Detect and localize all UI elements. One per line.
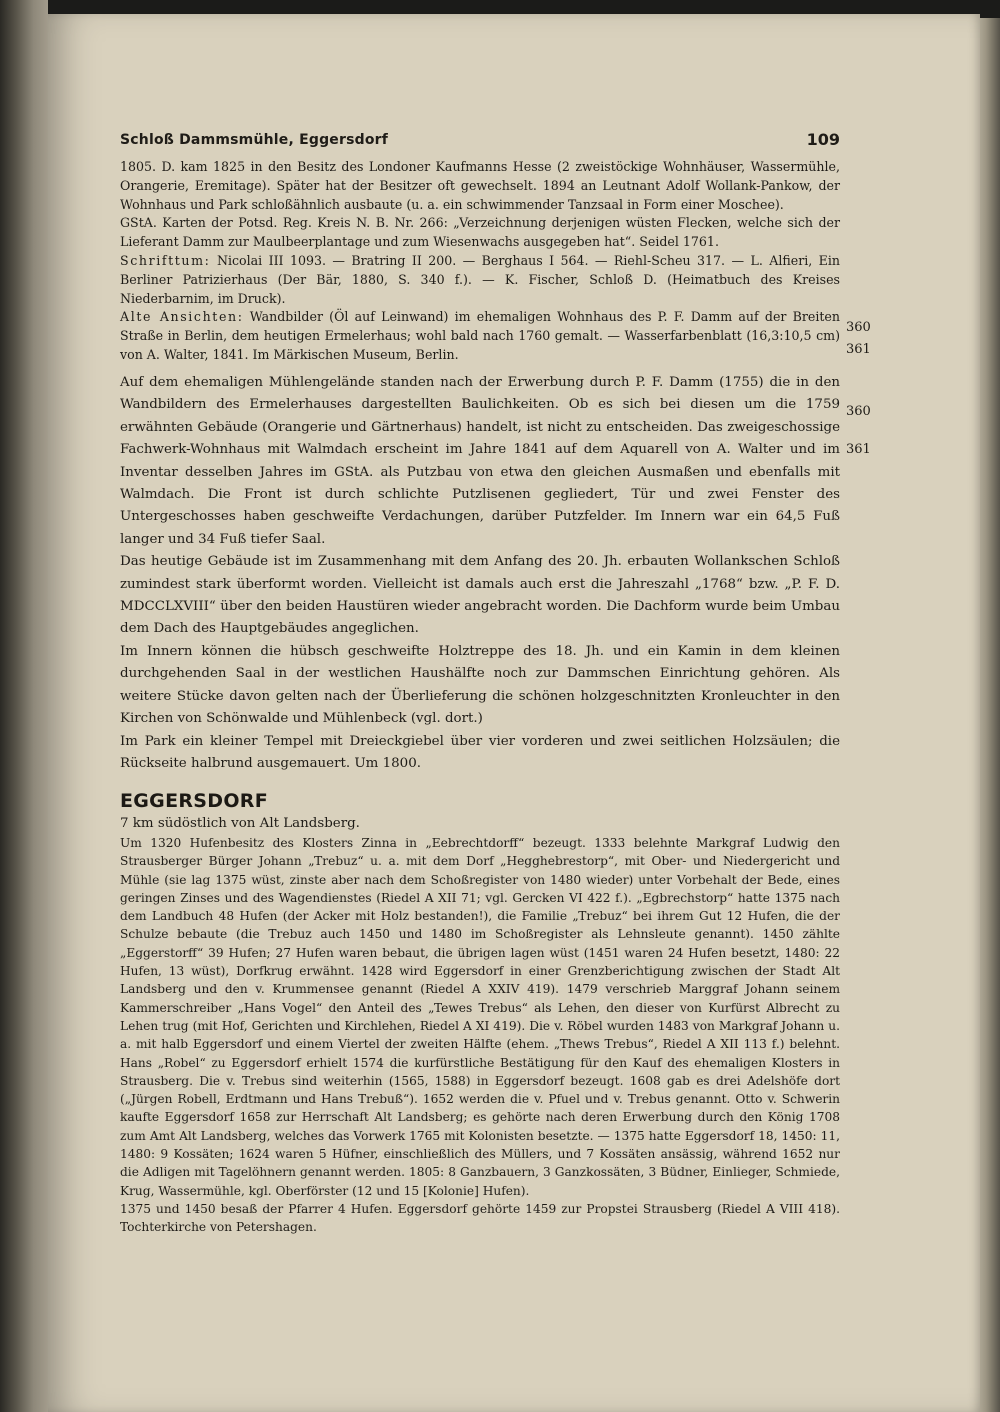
literature-text: Nicolai III 1093. — Bratring II 200. — Berghaus I 564. — Riehl-Scheu 317. — L. Alfieri, Ein Berliner Patrizierhaus (Der Bär, 1880, S. 340 f.). — K. Fischer, Schloß D. (Heimatbuch des Kreises Niederbarnim, im Druck). (120, 252, 840, 306)
old-views-paragraph (120, 308, 840, 364)
history-paragraph: Um 1320 Hufenbesitz des Klosters Zinna in „Eebrechtdorff“ bezeugt. 1333 belehnte Markgraf Ludwig den Strausberger Bürger Johann „Trebuz“ u. a. mit dem Dorf „Hegghebrestorp“, mit Ober- und Niedergericht und Mühle (sie lag 1375 wüst, zinste aber nach dem Schoßregister von 1480 wieder) unter Vorbehalt der Bede, eines geringen Zinses und des Wagendienstes (Riedel A XII 71; vgl. Gercken VI 422 f.). „Egbrechstorp“ hatte 1375 nach dem Landbuch 48 Hufen (der Acker mit Holz bestanden!), die Familie „Trebuz“ bei ihrem Gut 12 Hufen, die der Schulze bebaute (die Trebuz auch 1450 und 1480 im Schoßregister als Lehnsleute genannt). 1450 zählte „Eggerstorff“ 39 Hufen; 27 Hufen waren bebaut, die übrigen lagen wüst (1451 waren 24 Hufen besetzt, 1480: 22 Hufen, 13 wüst), Dorfkrug erwähnt. 1428 wird Eggersdorf in einer Grenzberichtigung zwischen der Stadt Alt Landsberg und den v. Krummensee genannt (Riedel A XXIV 419). 1479 verschrieb Marggraf Johann seinem Kammerschreiber „Hans Vogel“ den Anteil des „Tewes Trebus“ als Lehen, den dieser von Kurfürst Albrecht zu Lehen trug (mit Hof, Gerichten und Kirchlehen, Riedel A XI 419). Die v. Röbel wurden 1483 von Markgraf Johann u. a. mit halb Eggersdorf und einem Viertel der zweiten Hälfte (ehem. „Thews Trebus“, Riedel A XII 113 f.) belehnt. Hans „Robel“ zu Eggersdorf erhielt 1574 die kurfürstliche Bestätigung für den Kauf des ehemaligen Klosters in Strausberg. Die v. Trebus sind weiterhin (1565, 1588) in Eggersdorf bezeugt. 1608 gab es drei Adelshöfe dort („Jürgen Robell, Erdtmann und Hans Trebuß“). 1652 werden die v. Pfuel und v. Trebus genannt. Otto v. Schwerin kaufte Eggersdorf 1658 zur Herrschaft Alt Landsberg; es gehörte nach deren Erwerbung durch den König 1708 zum Amt Alt Landsberg, welches das Vorwerk 1765 mit Kolonisten besetzte. — 1375 hatte Eggersdorf 18, 1450: 11, 1480: 9 Kossäten; 1624 waren 5 Hüfner, einschließlich des Müllers, und 7 Kossäten ansässig, während 1652 nur die Adligen mit Tagelöhnern genannt werden. 1805: 8 Ganzbauern, 3 Ganzkossäten, 3 Büdner, Einlieger, Schmiede, Krug, Wassermühle, kgl. Oberförster (12 und 15 [Kolonie] Hufen). (120, 836, 840, 1198)
margin-ref: 361 (846, 342, 871, 357)
literature-paragraph (120, 252, 840, 308)
margin-ref: 361 (846, 442, 871, 457)
literature-label: Schrifttum: (120, 252, 211, 268)
section-dammsmuehle-description (120, 372, 840, 775)
page-number: 109 (806, 130, 840, 149)
section-eggersdorf (120, 814, 840, 1237)
archive-paragraph: GStA. Karten der Potsd. Reg. Kreis N. B. Nr. 266: „Verzeichnung derjenigen wüsten Flecken, welche sich der Lieferant Damm zur Maulbeerplantage und zum Wiesenwachs ausgegeben hat“. Seidel 1761. (120, 215, 840, 250)
running-title: Schloß Dammsmühle, Eggersdorf (120, 132, 389, 148)
church-paragraph: 1375 und 1450 besaß der Pfarrer 4 Hufen. Eggersdorf gehörte 1459 zur Propstei Strausberg (Riedel A VIII 418). Tochterkirche von Petershagen. (120, 1201, 840, 1235)
location-line: 7 km südöstlich von Alt Landsberg. (120, 816, 360, 831)
margin-ref: 360 (846, 404, 871, 419)
section-dammsmuehle-notes (120, 158, 840, 365)
body-paragraph: Auf dem ehemaligen Mühlengelände standen nach der Erwerbung durch P. F. Damm (1755) die in den Wandbildern des Ermelerhauses dargestellten Baulichkeiten. Ob es sich bei diesen um die 1759 erwähnten Gebäude (Orangerie und Gärtnerhaus) handelt, ist nicht zu entscheiden. Das zweigeschossige Fachwerk-Wohnhaus mit Walmdach erscheint im Jahre 1841 auf dem Aquarell von A. Walter und im Inventar desselben Jahres im GStA. als Putzbau von etwa den gleichen Ausmaßen und ebenfalls mit Walmdach. Die Front ist durch schlichte Putzlisenen gegliedert, Tür und zwei Fenster des Untergeschosses haben geschweifte Verdachungen, darüber Putzfelder. Im Innern war ein 64,5 Fuß langer und 34 Fuß tiefer Saal. (120, 375, 840, 547)
section-heading: EGGERSDORF (120, 790, 268, 812)
body-paragraph: Im Innern können die hübsch geschweifte Holztreppe des 18. Jh. und ein Kamin in dem kleinen durchgehenden Saal in der westlichen Haushälfte noch zur Dammschen Einrichtung gehören. Als weitere Stücke davon gelten nach der Überlieferung die schönen holzgeschnitzten Kronleuchter in den Kirchen von Schönwalde und Mühlenbeck (vgl. dort.) (120, 643, 840, 727)
body-paragraph: Das heutige Gebäude ist im Zusammenhang mit dem Anfang des 20. Jh. erbauten Wollankschen Schloß zumindest stark überformt worden. Vielleicht ist damals auch erst die Jahreszahl „1768“ bzw. „P. F. D. MDCCLXVIII“ über den beiden Haustüren wieder angebracht worden. Die Dachform wurde beim Umbau dem Dach des Hauptgebäudes angeglichen. (120, 554, 840, 637)
body-paragraph: Im Park ein kleiner Tempel mit Dreieckgiebel über vier vorderen und zwei seitlichen Holzsäulen; die Rückseite halbrund ausgemauert. Um 1800. (120, 733, 840, 771)
book-binding-left (0, 0, 48, 1412)
margin-ref: 360 (846, 320, 871, 335)
old-views-label: Alte Ansichten: (120, 309, 244, 325)
running-header (120, 128, 840, 152)
history-paragraph: 1805. D. kam 1825 in den Besitz des Londoner Kaufmanns Hesse (2 zweistöckige Wohnhäuser, Wassermühle, Orangerie, Eremitage). Später hat der Besitzer oft gewechselt. 1894 an Leutnant Adolf Wollank-Pankow, der Wohnhaus und Park schloßähnlich ausbaute (u. a. ein schwimmender Tanzsaal in Form einer Moschee). (120, 159, 840, 212)
old-views-text: Wandbilder (Öl auf Leinwand) im ehemaligen Wohnhaus des P. F. Damm auf der Breiten Straße in Berlin, dem heutigen Ermelerhaus; wohl bald nach 1760 gemalt. — Wasserfarbenblatt (16,3:10,5 cm) von A. Walter, 1841. Im Märkischen Museum, Berlin. (120, 309, 840, 362)
